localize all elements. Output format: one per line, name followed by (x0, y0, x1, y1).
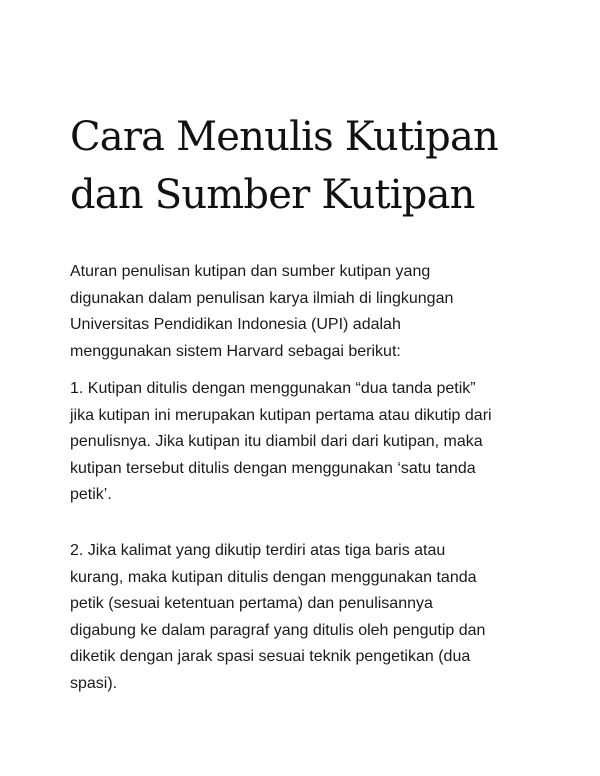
paragraph-line: jika kutipan ini merupakan kutipan pertama atau dikutip dari (70, 406, 492, 424)
paragraph-line: penulisnya. Jika kutipan itu diambil dari dari kutipan, maka (70, 433, 483, 450)
rule-paragraph-1 (70, 376, 540, 509)
paragraph-line: menggunakan sistem Harvard sebagai berikut: (70, 342, 401, 360)
paragraph-line: Aturan penulisan kutipan dan sumber kutipan yang (70, 263, 431, 280)
paragraph-line: petik (sesuai ketentuan pertama) dan penulisannya (70, 595, 433, 612)
paragraph-line: Universitas Pendidikan Indonesia (UPI) adalah (70, 316, 401, 333)
paragraph-line: 1. Kutipan ditulis dengan menggunakan “dua tanda petik” (70, 380, 476, 397)
paragraph-line: spasi). (70, 674, 118, 692)
paragraph-line: diketik dengan jarak spasi sesuai teknik pengetikan (dua (70, 648, 471, 665)
rule-paragraph-2 (70, 538, 540, 697)
title-line: Cara Menulis Kutipan (70, 114, 498, 160)
paragraph-line: kurang, maka kutipan ditulis dengan menggunakan tanda (70, 568, 477, 586)
paragraph-line: kutipan tersebut ditulis dengan menggunakan ‘satu tanda (70, 459, 476, 477)
title-line: dan Sumber Kutipan (70, 172, 475, 218)
page-title (70, 108, 570, 224)
paragraph-line: digunakan dalam penulisan karya ilmiah di lingkungan (70, 289, 454, 307)
paragraph-line: digabung ke dalam paragraf yang ditulis oleh pengutip dan (70, 621, 486, 639)
intro-paragraph (70, 259, 540, 365)
paragraph-line: petik’. (70, 486, 112, 503)
paragraph-line: 2. Jika kalimat yang dikutip terdiri atas tiga baris atau (70, 542, 446, 559)
